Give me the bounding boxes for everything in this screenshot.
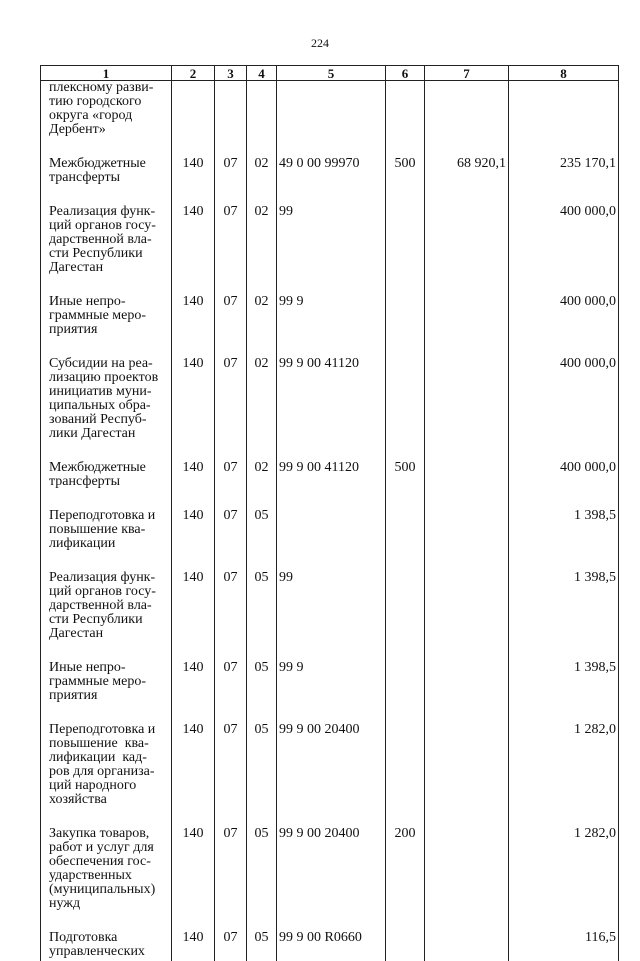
header-col-4: 4 [247, 66, 277, 81]
item-name-line: ров для организа- [49, 764, 155, 779]
subsection-code-2: 05 [247, 714, 277, 818]
item-name-line: инициатив муни- [49, 384, 152, 399]
target-article: 49 0 00 99970 [277, 148, 386, 196]
item-name-line: граммные меро- [49, 674, 147, 689]
razdel-code: 140 [172, 148, 215, 196]
item-name-line: Переподготовка и [49, 722, 156, 737]
target-article: 99 9 00 41120 [277, 348, 386, 452]
item-name [41, 348, 172, 452]
target-article [277, 81, 386, 149]
amount-col-7 [425, 500, 509, 562]
item-name-line: Межбюджетные [49, 460, 146, 475]
table-row [41, 652, 619, 714]
header-col-8: 8 [509, 66, 619, 81]
item-name-line: нужд [49, 896, 81, 911]
item-name [41, 818, 172, 922]
subsection-code: 07 [215, 500, 247, 562]
table-row [41, 818, 619, 922]
subsection-code-2: 02 [247, 452, 277, 500]
page-number: 224 [311, 36, 329, 50]
amount-col-7 [425, 286, 509, 348]
item-name-line: дарственной вла- [49, 598, 152, 613]
item-name-line: зований Респуб- [49, 412, 147, 427]
item-name [41, 922, 172, 961]
item-name-line: Реализация функ- [49, 570, 156, 585]
amount-col-8: 1 282,0 [509, 714, 619, 818]
header-col-6: 6 [386, 66, 425, 81]
item-name-line: повышение ква- [49, 522, 146, 537]
expense-type [386, 81, 425, 149]
item-name-line: дарственной вла- [49, 232, 152, 247]
subsection-code-2 [247, 81, 277, 149]
amount-col-7 [425, 81, 509, 149]
amount-col-7 [425, 562, 509, 652]
header-col-1: 1 [41, 66, 172, 81]
table-row [41, 148, 619, 196]
target-article: 99 9 00 20400 [277, 714, 386, 818]
item-name-line: трансферты [49, 170, 121, 185]
subsection-code-2: 05 [247, 562, 277, 652]
subsection-code: 07 [215, 148, 247, 196]
razdel-code: 140 [172, 452, 215, 500]
subsection-code: 07 [215, 196, 247, 286]
item-name-line: лики Дагестан [49, 426, 136, 441]
item-name-line: Дагестан [49, 260, 104, 275]
amount-col-8: 1 398,5 [509, 652, 619, 714]
subsection-code-2: 02 [247, 348, 277, 452]
amount-col-7 [425, 922, 509, 961]
razdel-code: 140 [172, 500, 215, 562]
expense-type [386, 714, 425, 818]
item-name-line: Межбюджетные [49, 156, 146, 171]
item-name-line: (муниципальных) [49, 882, 156, 897]
table-row [41, 562, 619, 652]
header-col-3: 3 [215, 66, 247, 81]
table-row [41, 452, 619, 500]
expense-type [386, 286, 425, 348]
header-col-7: 7 [425, 66, 509, 81]
expense-type [386, 652, 425, 714]
item-name [41, 562, 172, 652]
expense-type [386, 500, 425, 562]
item-name-line: сти Республики [49, 612, 143, 627]
target-article: 99 9 00 41120 [277, 452, 386, 500]
item-name [41, 81, 172, 149]
item-name-line: ципальных обра- [49, 398, 151, 413]
subsection-code-2: 05 [247, 652, 277, 714]
target-article [277, 500, 386, 562]
amount-col-7 [425, 196, 509, 286]
amount-col-8: 400 000,0 [509, 452, 619, 500]
amount-col-7 [425, 452, 509, 500]
razdel-code: 140 [172, 922, 215, 961]
amount-col-7: 68 920,1 [425, 148, 509, 196]
item-name-line: Дербент» [49, 122, 106, 137]
expense-type [386, 196, 425, 286]
item-name-line: хозяйства [49, 792, 107, 807]
item-name [41, 652, 172, 714]
subsection-code: 07 [215, 562, 247, 652]
header-col-5: 5 [277, 66, 386, 81]
item-name-line: Иные непро- [49, 294, 126, 309]
razdel-code: 140 [172, 286, 215, 348]
item-name-line: ций органов госу- [49, 584, 156, 599]
amount-col-8: 1 398,5 [509, 500, 619, 562]
target-article: 99 [277, 196, 386, 286]
item-name [41, 196, 172, 286]
item-name-line: Реализация функ- [49, 204, 156, 219]
item-name-line: ций народного [49, 778, 137, 793]
item-name-line: Дагестан [49, 626, 104, 641]
expense-type: 200 [386, 818, 425, 922]
item-name-line: округа «город [49, 108, 133, 123]
item-name [41, 286, 172, 348]
item-name-line: лизацию проектов [49, 370, 159, 385]
razdel-code: 140 [172, 562, 215, 652]
item-name [41, 714, 172, 818]
razdel-code [172, 81, 215, 149]
target-article: 99 [277, 562, 386, 652]
amount-col-8: 1 398,5 [509, 562, 619, 652]
amount-col-8: 400 000,0 [509, 286, 619, 348]
item-name-line: ударственных [49, 868, 132, 883]
amount-col-8: 400 000,0 [509, 196, 619, 286]
amount-col-7 [425, 348, 509, 452]
razdel-code: 140 [172, 652, 215, 714]
amount-col-8: 235 170,1 [509, 148, 619, 196]
razdel-code: 140 [172, 714, 215, 818]
subsection-code: 07 [215, 452, 247, 500]
item-name [41, 148, 172, 196]
subsection-code-2: 02 [247, 286, 277, 348]
expense-type: 500 [386, 452, 425, 500]
table-row [41, 500, 619, 562]
item-name-line: Закупка товаров, [49, 826, 150, 841]
razdel-code: 140 [172, 818, 215, 922]
expense-type: 500 [386, 148, 425, 196]
table-row [41, 196, 619, 286]
item-name-line: лификации кад- [49, 750, 147, 765]
amount-col-7 [425, 818, 509, 922]
item-name-line: повышение ква- [49, 736, 149, 751]
expense-type [386, 562, 425, 652]
header-row [41, 66, 619, 81]
amount-col-8 [509, 81, 619, 149]
item-name-line: Подготовка [49, 930, 118, 945]
target-article: 99 9 00 20400 [277, 818, 386, 922]
item-name-line: тию городского [49, 94, 142, 109]
subsection-code: 07 [215, 714, 247, 818]
target-article: 99 9 [277, 652, 386, 714]
expense-type [386, 348, 425, 452]
item-name [41, 500, 172, 562]
header-col-2: 2 [172, 66, 215, 81]
item-name-line: работ и услуг для [49, 840, 154, 855]
table-row [41, 81, 619, 149]
table-row [41, 286, 619, 348]
subsection-code: 07 [215, 652, 247, 714]
table-row [41, 348, 619, 452]
item-name-line: ций органов госу- [49, 218, 156, 233]
item-name-line: лификации [49, 536, 116, 551]
item-name-line: Переподготовка и [49, 508, 156, 523]
subsection-code: 07 [215, 818, 247, 922]
razdel-code: 140 [172, 348, 215, 452]
subsection-code-2: 05 [247, 500, 277, 562]
amount-col-7 [425, 714, 509, 818]
subsection-code [215, 81, 247, 149]
amount-col-8: 1 282,0 [509, 818, 619, 922]
amount-col-8: 116,5 [509, 922, 619, 961]
item-name-line: граммные меро- [49, 308, 147, 323]
item-name-line: трансферты [49, 474, 121, 489]
target-article: 99 9 00 R0660 [277, 922, 386, 961]
subsection-code: 07 [215, 922, 247, 961]
item-name-line: управленческих [49, 944, 145, 959]
razdel-code: 140 [172, 196, 215, 286]
expense-type [386, 922, 425, 961]
subsection-code-2: 02 [247, 196, 277, 286]
item-name-line: приятия [49, 688, 98, 703]
amount-col-7 [425, 652, 509, 714]
item-name [41, 452, 172, 500]
item-name-line: обеспечения гос- [49, 854, 151, 869]
item-name-line: Иные непро- [49, 660, 126, 675]
budget-table [40, 65, 619, 961]
item-name-line: приятия [49, 322, 98, 337]
subsection-code: 07 [215, 348, 247, 452]
item-name-line: сти Республики [49, 246, 143, 261]
subsection-code-2: 05 [247, 818, 277, 922]
amount-col-8: 400 000,0 [509, 348, 619, 452]
table-row [41, 922, 619, 961]
item-name-line: плексному разви- [49, 80, 154, 95]
table-row [41, 714, 619, 818]
subsection-code-2: 02 [247, 148, 277, 196]
subsection-code-2: 05 [247, 922, 277, 961]
subsection-code: 07 [215, 286, 247, 348]
item-name-line: Субсидии на реа- [49, 356, 153, 371]
target-article: 99 9 [277, 286, 386, 348]
